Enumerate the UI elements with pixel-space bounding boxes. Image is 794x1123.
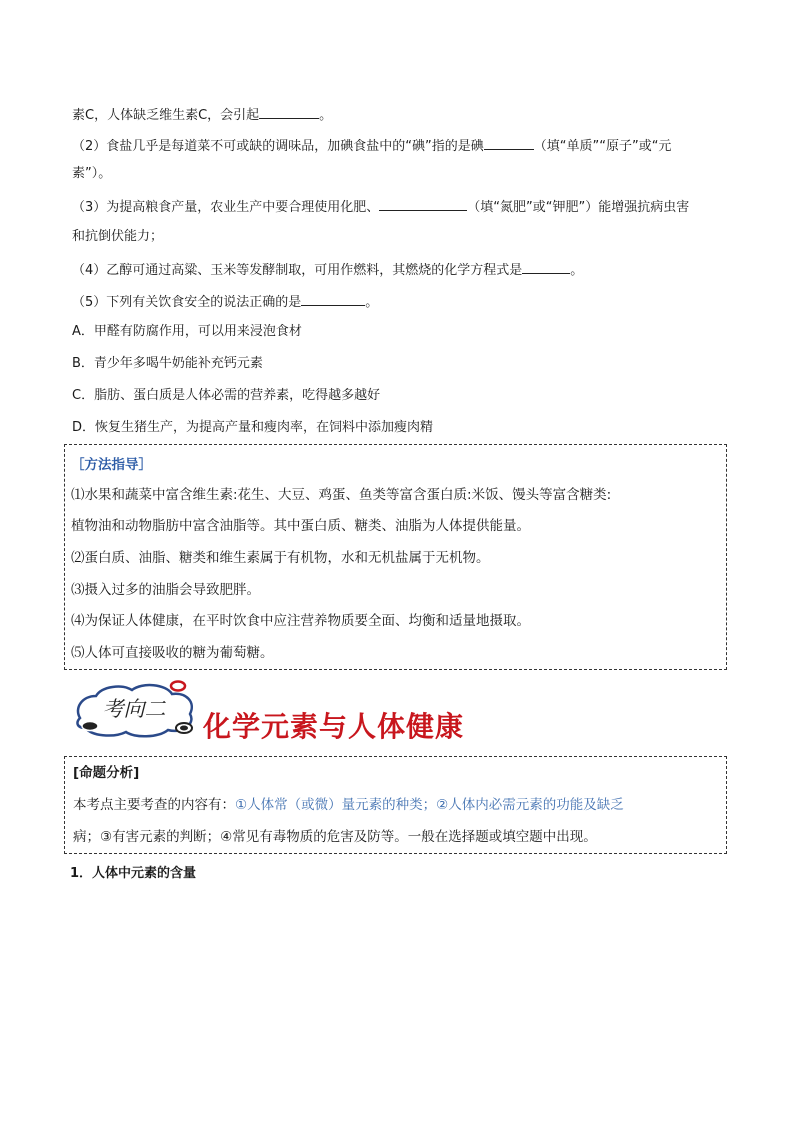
analysis-line-1: 本考点主要考查的内容有：①人体常（或微）量元素的种类；②人体内必需元素的功能及缺乏	[73, 797, 624, 813]
question-line-1: 素C，人体缺乏维生素C，会引起 。	[72, 104, 332, 126]
option-c: C．脂肪、蛋白质是人体必需的营养素，吃得越多越好	[72, 388, 381, 403]
question-4: （4）乙醇可通过高粱、玉米等发酵制取，可用作燃料，其燃烧的化学方程式是 。	[72, 259, 583, 281]
method-line-1: ⑴水果和蔬菜中富含维生素:花生、大豆、鸡蛋、鱼类等富含蛋白质:米饭、馒头等富含糖类:	[71, 487, 612, 503]
method-line-3: ⑵蛋白质、油脂、糖类和维生素属于有机物，水和无机盐属于无机物。	[71, 550, 490, 566]
method-line-6: ⑸人体可直接吸收的糖为葡萄糖。	[71, 645, 274, 661]
question-3: （3）为提高粮食产量，农业生产中要合理使用化肥、 （填“氮肥”或“钾肥”）能增强抗病虫害	[72, 196, 689, 218]
analysis-title: [命题分析]	[73, 765, 140, 781]
analysis-line-2: 病；③有害元素的判断；④常见有毒物质的危害及防等。一般在选择题或填空题中出现。	[73, 829, 597, 845]
method-line-4: ⑶摄入过多的油脂会导致肥胖。	[71, 582, 260, 598]
subsection-heading: 1．人体中元素的含量	[70, 866, 197, 881]
question-2: （2）食盐几乎是每道菜不可或缺的调味品，加碘食盐中的“碘”指的是碘 （填“单质”“原子”或“元	[72, 135, 671, 157]
option-d: D．恢复生猪生产，为提高产量和瘦肉率，在饲料中添加瘦肉精	[72, 420, 434, 435]
answer-blank	[484, 135, 534, 150]
method-line-5: ⑷为保证人体健康，在平时饮食中应注营养物质要全面、均衡和适量地摄取。	[71, 613, 530, 629]
method-line-2: 植物油和动物脂肪中富含油脂等。其中蛋白质、糖类、油脂为人体提供能量。	[71, 518, 530, 534]
question-2-cont: 素”）。	[72, 166, 112, 181]
badge-label: 考向二	[102, 697, 166, 721]
analysis-box	[64, 756, 727, 854]
answer-blank	[259, 104, 319, 119]
question-5: （5）下列有关饮食安全的说法正确的是 。	[72, 291, 378, 313]
option-a: A．甲醛有防腐作用，可以用来浸泡食材	[72, 324, 302, 339]
section-badge	[72, 678, 198, 738]
answer-blank	[379, 196, 467, 211]
question-3-cont: 和抗倒伏能力；	[72, 229, 164, 244]
answer-blank	[522, 259, 570, 274]
method-title: ［方法指导］	[71, 457, 152, 473]
option-b: B．青少年多喝牛奶能补充钙元素	[72, 356, 263, 371]
badge-cloud-icon	[72, 678, 198, 738]
section-title: 化学元素与人体健康	[203, 710, 465, 743]
method-guidance-box	[64, 444, 727, 670]
answer-blank	[301, 291, 365, 306]
